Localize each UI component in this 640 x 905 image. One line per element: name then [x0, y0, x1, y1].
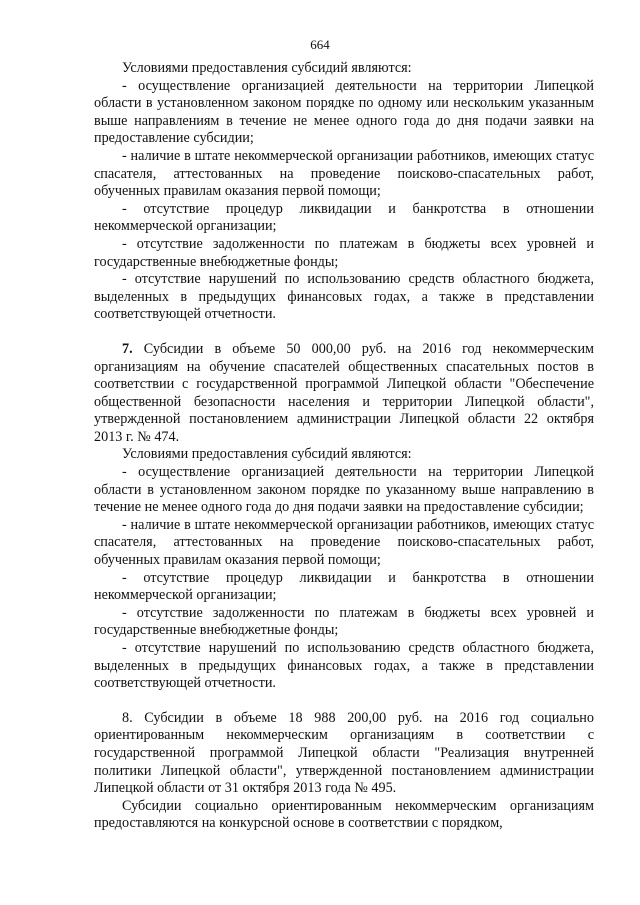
section-7-paragraph [94, 341, 594, 447]
condition-item: - отсутствие нарушений по использованию средств областного бюджета, выделенных в предыдущих финансовых годах, а также в представлении соответствующей отчетности. [94, 271, 594, 323]
condition-item: - осуществление организацией деятельности на территории Липецкой области в установленном законом порядке по одному или нескольким указанным выше направлениям в течение не менее одного года до дня подачи заявки на предоставление субсидии; [94, 77, 594, 147]
paragraph-gap [94, 693, 594, 710]
condition-item: - отсутствие задолженности по платежам в бюджеты всех уровней и государственные внебюджетные фонды; [94, 235, 594, 270]
condition-item: - наличие в штате некоммерческой организации работников, имеющих статус спасателя, аттестованных на проведение поисково-спасательных работ, обученных правилам оказания первой помощи; [94, 516, 594, 569]
section-8-paragraph: 8. Субсидии в объеме 18 988 200,00 руб. на 2016 год социально ориентированным некоммерческим организациям в соответствии с государственной программой Липецкой области "Реализация внутренней политики Липецкой области", утвержденной постановлением администрации Липецкой области от 31 октября 2013 года № 495. [94, 709, 594, 797]
conditions-intro: Условиями предоставления субсидий являются: [122, 60, 412, 76]
condition-item: - отсутствие нарушений по использованию средств областного бюджета, выделенных в предыдущих финансовых годах, а также в представлении соответствующей отчетности. [94, 640, 594, 692]
page-number: 664 [310, 37, 330, 52]
section-7-number: 7. [122, 340, 133, 357]
paragraph-gap [94, 324, 594, 341]
condition-item: - отсутствие задолженности по платежам в бюджеты всех уровней и государственные внебюджетные фонды; [94, 604, 594, 639]
section-8-continuation: Субсидии социально ориентированным некоммерческим организациям предоставляются на конкурсной основе в соответствии с порядком, [94, 797, 594, 832]
document-body [94, 60, 594, 833]
condition-item: - осуществление организацией деятельности на территории Липецкой области в установленном законом порядке по указанному выше направлению в течение не менее одного года до дня подачи заявки на предоставление субсидии; [94, 464, 594, 516]
condition-item: - отсутствие процедур ликвидации и банкротства в отношении некоммерческой организации; [94, 569, 594, 604]
conditions-intro: Условиями предоставления субсидий являются: [122, 446, 412, 463]
condition-item: - отсутствие процедур ликвидации и банкротства в отношении некоммерческой организации; [94, 200, 594, 235]
condition-item: - наличие в штате некоммерческой организации работников, имеющих статус спасателя, аттестованных на проведение поисково-спасательных работ, обученных правилам оказания первой помощи; [94, 147, 594, 200]
section-7-text: Субсидии в объеме 50 000,00 руб. на 2016 год некоммерческим организациям на обучение спасателей общественных спасательных постов в соответствии с государственной программой Липецкой области "Обеспечение общественной безопасности населения и территории Липецкой области", утвержденной постановлением администрации Липецкой области 22 октября 2013 г. № 474. [94, 340, 595, 445]
